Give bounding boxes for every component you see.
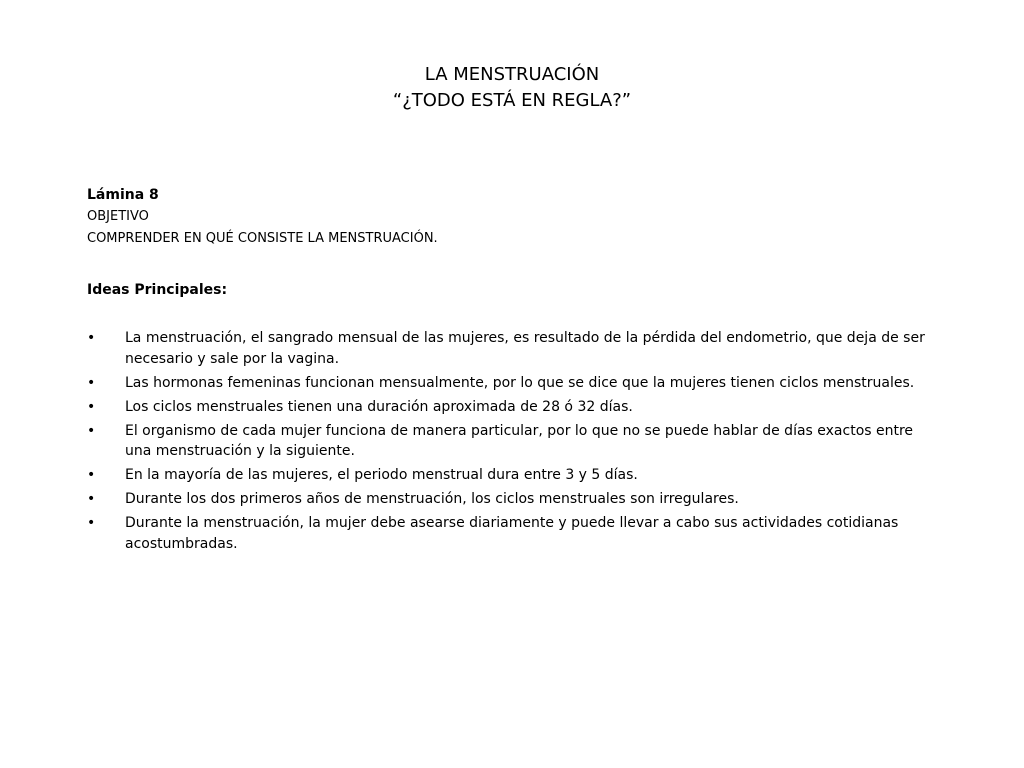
title-line-1: LA MENSTRUACIÓN: [424, 64, 600, 85]
ideas-list: [87, 328, 937, 558]
list-item-text: Las hormonas femeninas funcionan mensualmente, por lo que se dice que la mujeres tienen ciclos menstruales.: [125, 374, 915, 391]
list-item-text: Durante la menstruación, la mujer debe asearse diariamente y puede llevar a cabo sus actividades cotidianas acostumbradas.: [125, 515, 899, 552]
slide-meta: [87, 184, 937, 250]
bullet-icon: •: [87, 398, 96, 415]
objective-label: OBJETIVO: [87, 209, 149, 224]
bullet-icon: •: [87, 422, 96, 439]
objective-text: COMPRENDER EN QUÉ CONSISTE LA MENSTRUACIÓN.: [87, 231, 438, 246]
list-item: [87, 373, 937, 394]
list-item: [87, 421, 937, 462]
list-item-text: En la mayoría de las mujeres, el periodo menstrual dura entre 3 y 5 días.: [125, 467, 638, 483]
slide-title: [0, 62, 1024, 114]
title-line-2: “¿TODO ESTÁ EN REGLA?”: [392, 90, 632, 111]
list-item: [87, 513, 937, 554]
ideas-heading: Ideas Principales:: [87, 282, 228, 298]
list-item-text: El organismo de cada mujer funciona de manera particular, por lo que no se puede hablar de días exactos entre una menstruación y la siguiente.: [125, 422, 914, 459]
bullet-icon: •: [87, 374, 96, 391]
list-item-text: Los ciclos menstruales tienen una duración aproximada de 28 ó 32 días.: [125, 398, 633, 415]
bullet-icon: •: [87, 515, 96, 531]
list-item: [87, 328, 937, 369]
list-item: [87, 397, 937, 418]
bullet-icon: •: [87, 467, 96, 483]
list-item: [87, 465, 937, 486]
bullet-icon: •: [87, 491, 96, 507]
list-item: [87, 489, 937, 510]
list-item-text: La menstruación, el sangrado mensual de las mujeres, es resultado de la pérdida del endometrio, que deja de ser necesario y sale por la vagina.: [125, 330, 925, 367]
bullet-icon: •: [87, 330, 96, 346]
lamina-label: Lámina 8: [87, 187, 159, 203]
list-item-text: Durante los dos primeros años de menstruación, los ciclos menstruales son irregulares.: [125, 491, 739, 507]
